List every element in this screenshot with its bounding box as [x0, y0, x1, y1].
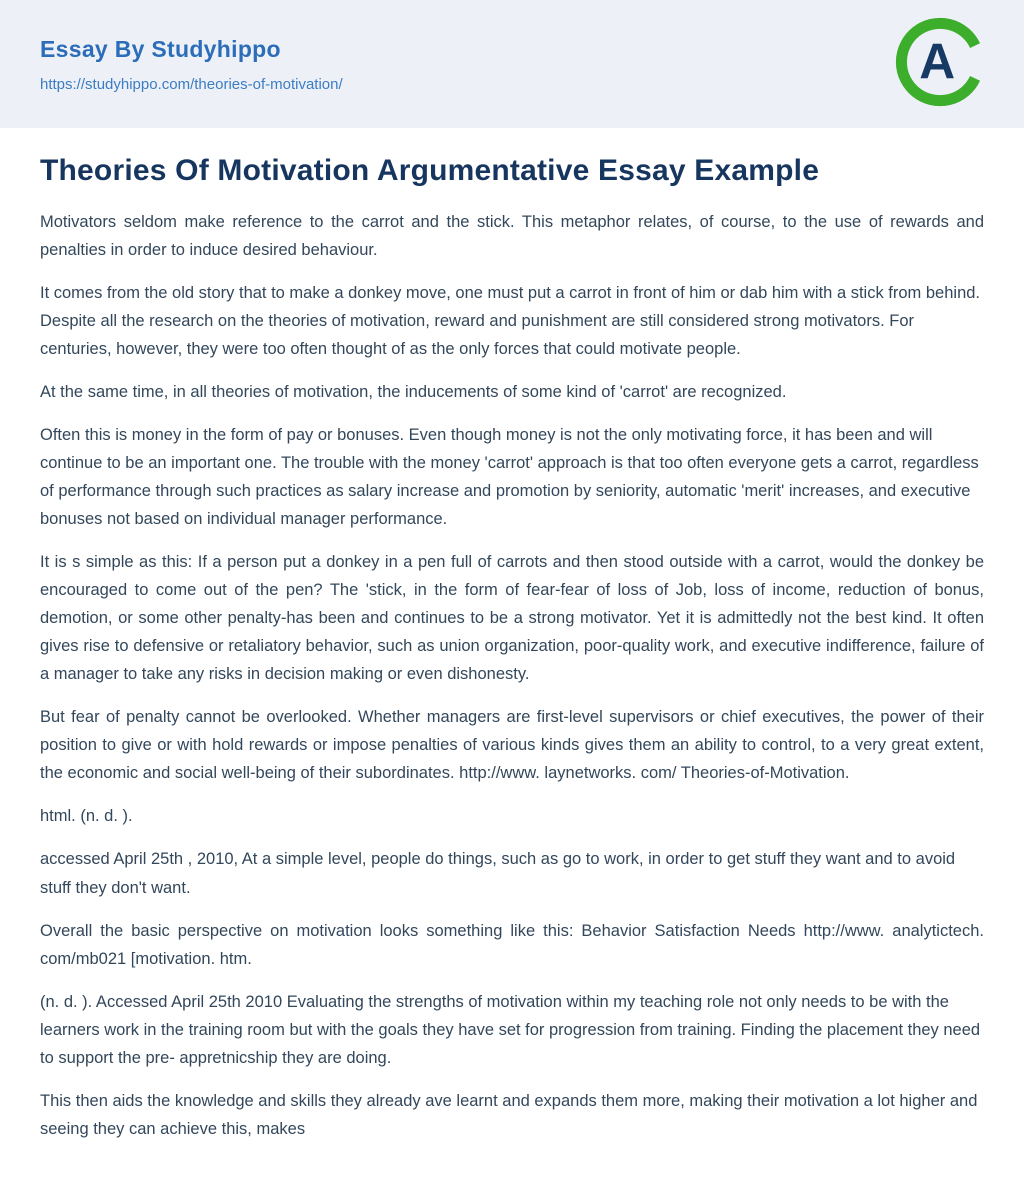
essay-paragraph: accessed April 25th , 2010, At a simple level, people do things, such as go to work, in order to get stuff they want and to avoid stuff they don't want. [40, 850, 956, 897]
header-text [40, 33, 984, 94]
essay-paragraph: This then aids the knowledge and skills they already ave learnt and expands them more, making their motivation a lot higher and seeing they can achieve this, makes [40, 1091, 978, 1138]
essay-paragraph: html. (n. d. ). [40, 807, 133, 826]
essay-paragraph: It is s simple as this: If a person put a donkey in a pen full of carrots and then stood outside with a carrot, would the donkey be encouraged to come out of the pen? The 'stick, in the form of fear-fear of loss of Job, loss of income, reduction of bonus, demotion, or some other penalty-has been and continues to be a strong motivator. Yet it is admittedly not the best kind. It often gives rise to defensive or retaliatory behavior, such as union organization, poor-quality work, and executive indifference, failure of a manager to take any risks in decision making or even dishonesty. [40, 553, 984, 684]
essay-paragraph: But fear of penalty cannot be overlooked. Whether managers are first-level supervisors or chief executives, the power of their position to give or with hold rewards or impose penalties of various kinds gives them an ability to control, to a very great extent, the economic and social well-being of their subordinates. http://www. laynetworks. com/ Theories-of-Motivation. [40, 708, 984, 783]
studyhippo-logo[interactable] [894, 16, 986, 108]
essay-paragraph: Motivators seldom make reference to the carrot and the stick. This metaphor relates, of course, to the use of rewards and penalties in order to induce desired behaviour. [40, 212, 984, 259]
page-header [0, 0, 1024, 128]
essay-content [0, 128, 1024, 1143]
logo-graphic [894, 16, 986, 108]
essay-title: Theories Of Motivation Argumentative Essay Example [40, 154, 820, 187]
essay-paragraph: Overall the basic perspective on motivation looks something like this: Behavior Satisfaction Needs http://www. analytictech. com/mb021 [motivation. htm. [40, 921, 984, 968]
essay-paragraph: (n. d. ). Accessed April 25th 2010 Evaluating the strengths of motivation within my teaching role not only needs to be with the learners work in the training room but with the goals they have set for progression from training. Finding the placement they need to support the pre- appretnicship they are doing. [40, 992, 981, 1067]
essay-body [40, 208, 984, 1143]
site-title: Essay By Studyhippo [40, 36, 281, 62]
source-link[interactable]: https://studyhippo.com/theories-of-motivation/ [40, 76, 343, 93]
essay-paragraph: It comes from the old story that to make a donkey move, one must put a carrot in front of him or dab him with a stick from behind. Despite all the research on the theories of motivation, reward and punishment are still considered strong motivators. For centuries, however, they were too often thought of as the only forces that could motivate people. [40, 283, 981, 358]
essay-paragraph: Often this is money in the form of pay or bonuses. Even though money is not the only motivating force, it has been and will continue to be an important one. The trouble with the money 'carrot' approach is that too often everyone gets a carrot, regardless of performance through such practices as salary increase and promotion by seniority, automatic 'merit' increases, and executive bonuses not based on individual manager performance. [40, 425, 979, 529]
essay-paragraph: At the same time, in all theories of motivation, the inducements of some kind of 'carrot' are recognized. [40, 382, 787, 401]
logo-letter: A [919, 33, 956, 90]
